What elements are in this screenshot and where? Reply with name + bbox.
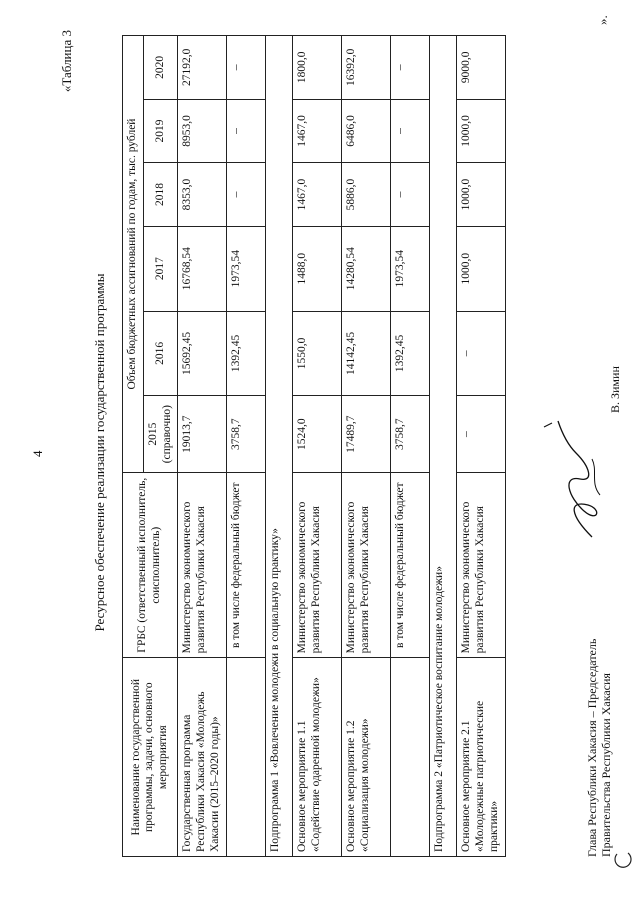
- row-value: 8353,0: [178, 163, 227, 227]
- row-value: 1973,54: [391, 226, 430, 311]
- row-value: –: [391, 99, 430, 163]
- row-name: Основное мероприятие 1.1 «Содействие одаренной молодежи»: [293, 658, 342, 857]
- signatory-title: Глава Республики Хакасия – Председатель Правительства Республики Хакасия: [585, 638, 614, 857]
- row-value: 16768,54: [178, 226, 227, 311]
- row-value: 1973,54: [227, 226, 266, 311]
- subprogram-title: Подпрограмма 1 «Вовлечение молодежи в социальную практику»: [266, 36, 293, 857]
- subprogram-title: Подпрограмма 2 «Патриотическое воспитание молодежи»: [430, 36, 457, 857]
- row-value: –: [457, 396, 506, 473]
- table-row: [266, 36, 293, 857]
- row-value: 1467,0: [293, 99, 342, 163]
- row-value: –: [457, 311, 506, 396]
- table-row: [430, 36, 457, 857]
- row-value: –: [391, 163, 430, 227]
- row-value: 3758,7: [227, 396, 266, 473]
- row-value: 1000,0: [457, 226, 506, 311]
- row-grbs: в том числе федеральный бюджет: [391, 473, 430, 658]
- row-value: 9000,0: [457, 36, 506, 100]
- page-number: 4: [30, 450, 45, 457]
- row-value: 1392,45: [391, 311, 430, 396]
- row-value: 1392,45: [227, 311, 266, 396]
- header-year: 2019: [143, 99, 178, 163]
- row-name: [227, 658, 266, 857]
- row-grbs: Министерство экономического развития Республики Хакасия: [457, 473, 506, 658]
- row-value: 1000,0: [457, 163, 506, 227]
- header-year: 2017: [143, 226, 178, 311]
- row-value: 5886,0: [342, 163, 391, 227]
- row-value: 1550,0: [293, 311, 342, 396]
- circle-mark-icon: [612, 849, 634, 871]
- row-value: 1000,0: [457, 99, 506, 163]
- row-value: –: [227, 163, 266, 227]
- table-row: [342, 36, 391, 857]
- row-value: 14142,45: [342, 311, 391, 396]
- header-year: 2018: [143, 163, 178, 227]
- resource-table: [122, 35, 506, 857]
- row-name: [391, 658, 430, 857]
- row-value: –: [227, 36, 266, 100]
- row-grbs: в том числе федеральный бюджет: [227, 473, 266, 658]
- header-grbs: ГРБС (ответственный исполнитель, соисполнитель): [123, 473, 178, 658]
- row-value: 1524,0: [293, 396, 342, 473]
- row-value: 14280,54: [342, 226, 391, 311]
- row-name: Основное мероприятие 2.1 «Молодежные патриотические практики»: [457, 658, 506, 857]
- header-year: 2015 (справочно): [143, 396, 178, 473]
- row-value: 19013,7: [178, 396, 227, 473]
- row-value: –: [391, 36, 430, 100]
- row-name: Основное мероприятие 1.2 «Социализация молодежи»: [342, 658, 391, 857]
- row-value: 3758,7: [391, 396, 430, 473]
- table-label: «Таблица 3: [59, 30, 74, 93]
- row-value: 6486,0: [342, 99, 391, 163]
- signatory-name: В. Зимин: [608, 366, 622, 413]
- row-value: 1800,0: [293, 36, 342, 100]
- header-name: Наименование государственной программы, задачи, основного мероприятия: [123, 658, 178, 857]
- header-budget: Объем бюджетных ассигнований по годам, тыс. рублей: [123, 36, 144, 473]
- row-value: –: [227, 99, 266, 163]
- row-grbs: Министерство экономического развития Республики Хакасия: [293, 473, 342, 658]
- row-name: Государственная программа Республики Хакасия «Молодежь Хакасии (2015–2020 годы)»: [178, 658, 227, 857]
- row-value: 16392,0: [342, 36, 391, 100]
- closing-quote-mark: ».: [595, 15, 610, 25]
- header-year: 2016: [143, 311, 178, 396]
- row-value: 27192,0: [178, 36, 227, 100]
- row-value: 17489,7: [342, 396, 391, 473]
- table-row: [391, 36, 430, 857]
- row-grbs: Министерство экономического развития Республики Хакасия: [342, 473, 391, 658]
- row-value: 8953,0: [178, 99, 227, 163]
- table-row: [227, 36, 266, 857]
- row-grbs: Министерство экономического развития Республики Хакасия: [178, 473, 227, 658]
- row-value: 1467,0: [293, 163, 342, 227]
- handwritten-signature: [540, 415, 610, 545]
- header-year: 2020: [143, 36, 178, 100]
- table-row: [293, 36, 342, 857]
- row-value: 1488,0: [293, 226, 342, 311]
- table-row: [178, 36, 227, 857]
- table-row: [457, 36, 506, 857]
- table-title: Ресурсное обеспечение реализации государственной программы: [92, 273, 107, 632]
- row-value: 15692,45: [178, 311, 227, 396]
